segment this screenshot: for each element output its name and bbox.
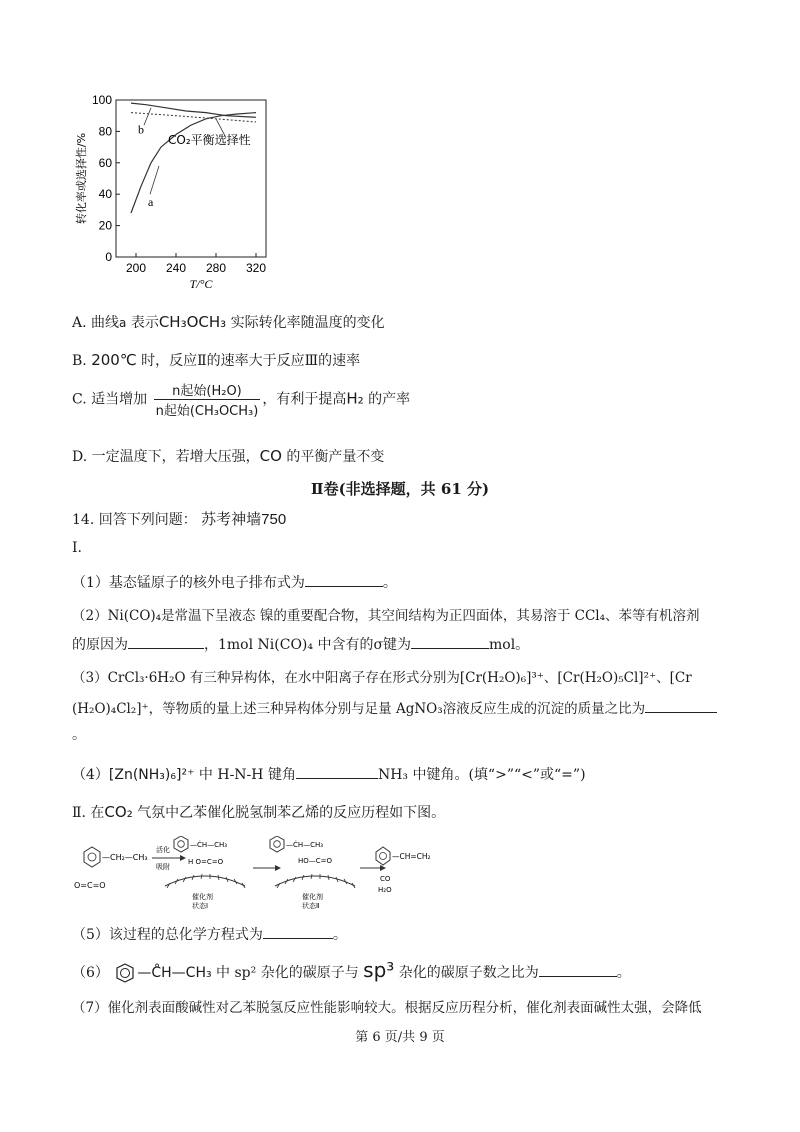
q14-5-end: 。 [332, 927, 347, 943]
benzene-ring-q6 [113, 963, 137, 983]
q14-3-blank [645, 698, 717, 713]
option-a-symbol: a [119, 316, 127, 330]
section-title: Ⅱ卷(非选择题，共 61 分) [310, 480, 490, 498]
label-a: a [148, 195, 154, 210]
q14-3b [72, 697, 717, 717]
q14-4 [72, 764, 586, 784]
part2-intro [72, 802, 445, 822]
arrow-label-bottom: 吸附 [156, 863, 170, 871]
q14-3c: 。 [72, 727, 86, 743]
x-axis-label: T/°C [189, 277, 213, 291]
q14-title: 14. 回答下列问题： [72, 512, 197, 528]
conversion-chart [70, 85, 270, 295]
part2-post: 气氛中乙苯催化脱氢制苯乙烯的反应历程如下图。 [132, 805, 446, 821]
option-a-mid1: 表示 [126, 315, 159, 331]
q14-title-line [72, 508, 286, 529]
q14-5 [72, 924, 347, 944]
q14-3a: （3）CrCl₃·6H₂O 有三种异构体，在水中阳离子存在形式分别为[Cr(H₂O)₆]³⁺、[Cr(H₂O)₅Cl]²⁺、[Cr [72, 670, 692, 686]
option-d-chem: CO [259, 447, 282, 465]
y-tick-label-20: 20 [98, 218, 112, 233]
q14-2-blank-2 [411, 634, 489, 649]
q14-1 [72, 572, 397, 592]
part1-label: Ⅰ. [72, 540, 82, 556]
intermediate2-chain: —ĊH—CH₃ [286, 841, 324, 849]
option-b-post: 时，反应Ⅱ的速率大于反应Ⅲ的速率 [136, 353, 361, 369]
option-c-post: ，有利于提高 [262, 391, 347, 408]
q14-4-blank [296, 764, 378, 779]
q14-6-structure: —C̊H—CH₃ [137, 965, 212, 981]
leader-b [144, 108, 151, 125]
y-tick-label-60: 60 [98, 155, 112, 170]
q14-1-end: 。 [382, 575, 397, 591]
option-d-post: 的平衡产量不变 [281, 449, 385, 465]
option-c [72, 380, 410, 419]
catalyst-state1-line1: 催化剂 [192, 893, 213, 901]
q14-1-blank [305, 572, 383, 587]
x-tick-label-240: 240 [165, 261, 187, 275]
q14-5-text: （5）该过程的总化学方程式为 [72, 927, 263, 943]
q14-4-complex: [Zn(NH₃)₆]²⁺ [108, 767, 195, 783]
q14-4-mid: 中 H-N-H 键角 [194, 767, 296, 783]
q14-4-end: NH₃ 中键角。(填“>”“<”或“=”) [377, 767, 586, 783]
intermediate2-mid: HO—C=O [298, 857, 333, 865]
q14-6-sp3: sp³ [363, 958, 395, 982]
option-a-mid2: 实际转化率随温度的变化 [226, 315, 385, 331]
option-b-temp: 200℃ [91, 351, 137, 369]
part2-co2: CO₂ [104, 803, 133, 821]
q14-6-mid: 中 sp² 杂化的碳原子与 [211, 965, 364, 981]
option-c-tail: 的产率 [363, 391, 411, 408]
part2-pre: Ⅱ. 在 [72, 805, 105, 821]
option-b [72, 350, 360, 370]
x-tick-label-320: 320 [245, 261, 267, 275]
option-c-numerator: n起始(H₂O) [154, 380, 261, 400]
option-a [72, 312, 385, 332]
intermediate1-mid: H O=C=O [188, 858, 224, 866]
byproduct-co: CO [380, 875, 391, 883]
option-b-pre: B. [72, 353, 92, 369]
benzene-ring-product [376, 847, 390, 865]
product-chain: —CH=CH₂ [392, 852, 431, 861]
option-c-chem: H₂ [346, 389, 364, 408]
benzene-ring-int1 [174, 836, 188, 852]
catalyst-state1-line2: 状态Ⅰ [192, 902, 209, 910]
option-c-denominator: n起始(CH₃OCH₃) [155, 404, 259, 419]
option-a-pre: A. 曲线 [72, 315, 120, 331]
y-axis-label: 转化率或选择性/% [75, 132, 88, 225]
co2-reactant: O=C=O [74, 881, 106, 890]
x-tick-label-200: 200 [125, 261, 147, 275]
benzene-ring-reactant [84, 847, 100, 867]
catalyst-state2-line1: 催化剂 [302, 893, 323, 901]
option-c-pre: C. 适当增加 [72, 391, 148, 408]
q14-7: （7）催化剂表面酸碱性对乙苯脱氢反应性能影响较大。根据反应历程分析，催化剂表面碱性太强，会降低 [72, 1000, 702, 1016]
y-tick-label-80: 80 [98, 124, 112, 139]
q14-6-end: 。 [616, 965, 631, 981]
option-a-chem: CH₃OCH₃ [158, 313, 227, 331]
byproduct-h2o: H₂O [378, 886, 392, 894]
q14-6-num: （6） [72, 965, 109, 981]
q14-2-mid: ，1mol Ni(CO)₄ 中含有的σ键为 [204, 637, 411, 653]
x-tick-label-280: 280 [205, 261, 227, 275]
benzene-ring-int2 [270, 836, 284, 852]
y-tick-label-0: 0 [105, 250, 112, 264]
reactant-chain: —CH₂—CH₃ [102, 853, 148, 862]
label-co2-selectivity: CO₂平衡选择性 [168, 132, 251, 147]
page-footer: 第 6 页/共 9 页 [355, 1030, 445, 1045]
q14-6 [72, 958, 631, 983]
catalyst-state2-line2: 状态Ⅱ [302, 902, 320, 910]
q14-2-blank-1 [128, 634, 204, 649]
q14-6-tail: 杂化的碳原子数之比为 [394, 965, 539, 981]
q14-2b [72, 634, 529, 654]
label-b: b [138, 122, 144, 137]
q14-2-reason: 的原因为 [72, 637, 128, 653]
q14-watermark: 苏考神墙750 [201, 511, 287, 528]
q14-6-blank [539, 962, 617, 977]
q14-1-text: （1）基态锰原子的核外电子排布式为 [72, 575, 305, 591]
mechanism-diagram [70, 836, 460, 916]
arrow-label-top: 活化 [156, 846, 170, 854]
q14-2a: （2）Ni(CO)₄是常温下呈液态 镍的重要配合物，其空间结构为正四面体，其易溶于 CCl₄、苯等有机溶剂 [72, 608, 700, 624]
option-c-fraction [154, 380, 261, 419]
option-d [72, 446, 384, 466]
y-tick-label-40: 40 [98, 187, 112, 202]
y-tick-label-100: 100 [91, 93, 112, 107]
leader-a [150, 166, 159, 194]
option-d-pre: D. 一定温度下，若增大压强， [72, 449, 260, 465]
q14-2-end: mol。 [489, 637, 530, 653]
q14-4-num: （4） [72, 767, 109, 783]
q14-3-text: (H₂O)₄Cl₂]⁺，等物质的量上述三种异构体分别与足量 AgNO₃溶液反应生成的沉淀的质量之比为 [72, 701, 646, 717]
q14-5-blank [263, 924, 333, 939]
intermediate1-chain: —ĊH—CH₃ [190, 841, 228, 849]
